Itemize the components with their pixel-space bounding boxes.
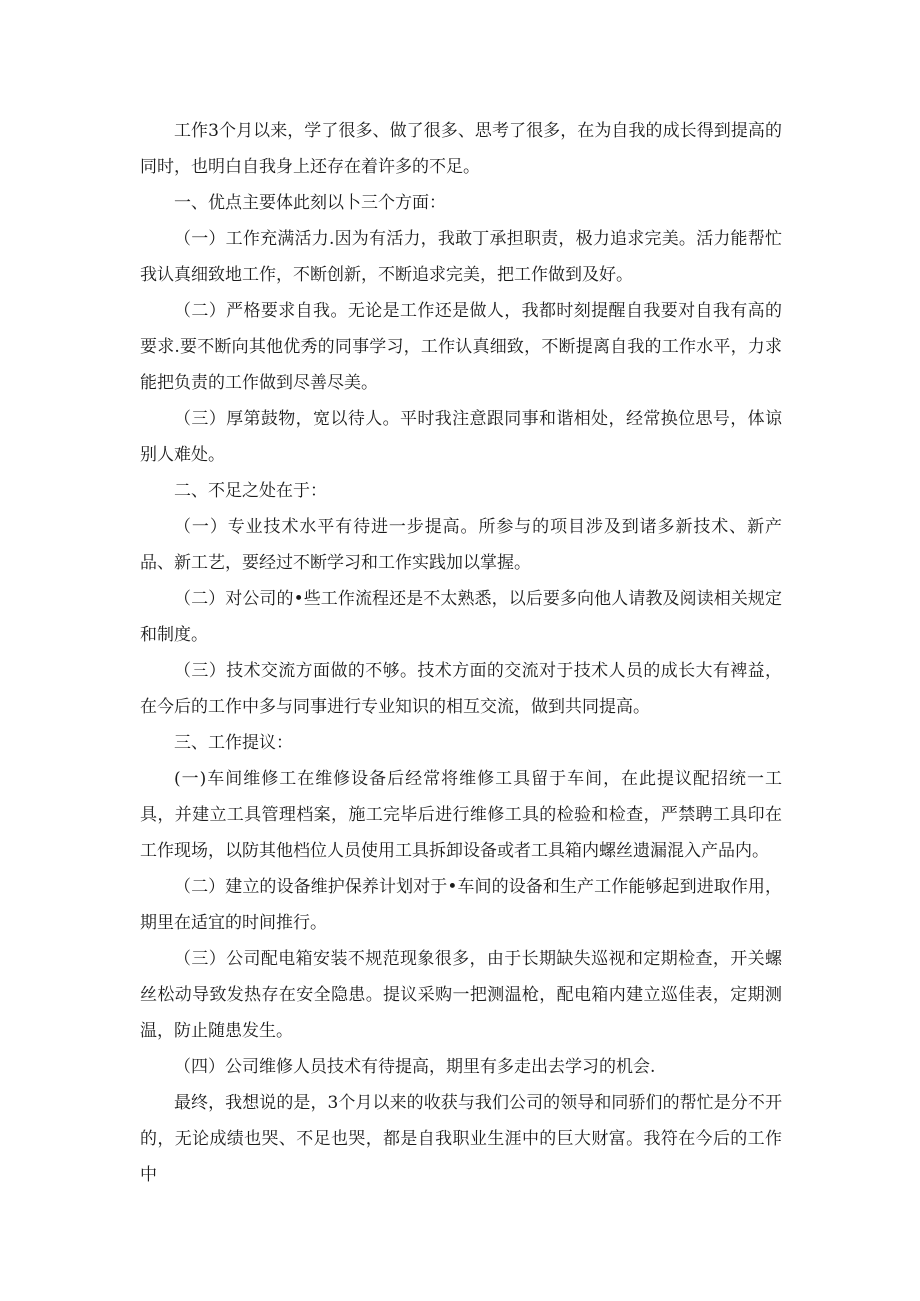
paragraph-suggestion-2: （二）建立的设备维护保养计划对于•车间的设备和生产工作能够起到进取作用，期里在适宜的时间推行。 (140, 877, 782, 933)
paragraph-conclusion: 最终，我想说的是，3个月以来的收获与我们公司的领导和同骄们的帮忙是分不开的，无论成绩也哭、不足也哭，都是自我职业生涯中的巨大财富。我符在今后的工作中 (140, 1093, 782, 1185)
paragraph-weakness-1: （一）专业技术水平有待进一步提高。所参与的项目涉及到诸多新技术、新产品、新工艺，要经过不断学习和工作实践加以掌握。 (140, 517, 782, 573)
paragraph-weakness-3: （三）技术交流方面做的不够。技术方面的交流对于技术人员的成长大有裨益，在今后的工作中多与同事进行专业知识的相互交流，做到共同提高。 (140, 661, 782, 717)
document-body (140, 113, 782, 1193)
paragraph-suggestion-3: （三）公司配电箱安装不规范现象很多，由于长期缺失巡视和定期检查，开关螺丝松动导致发热存在安全隐患。提议采购一把测温枪，配电箱内建立巡佳表，定期测温，防止随患发生。 (140, 949, 782, 1041)
paragraph-strength-2: （二）严格要求自我。无论是工作还是做人，我都时刻提醒自我要对自我有高的要求.要不断向其他优秀的同事学习，工作认真细致，不断提离自我的工作水平，力求能把负责的工作做到尽善尽美。 (140, 301, 782, 393)
paragraph-suggestion-1: (一)车间维修工在维修设备后经常将维修工具留于车间，在此提议配招统一工具，并建立工具管理档案，施工完毕后进行维修工具的检验和检查，严禁聘工具印在工作现场，以防其他档位人员使用工具拆卸设备或者工具箱内螺丝遗漏混入产品内。 (140, 769, 782, 861)
paragraph-intro: 工作3个月以来，学了很多、做了很多、思考了很多，在为自我的成长得到提高的同时，也明白自我身上还存在着许多的不足。 (140, 121, 782, 177)
section-heading-strengths: 一、优点主要体此刻以卜三个方面： (174, 193, 446, 213)
section-heading-suggestions: 三、工作提议： (174, 733, 293, 753)
paragraph-strength-3: （三）厚第鼓物，宽以待人。平时我注意跟同事和谐相处，经常换位思号，体谅别人难处。 (140, 409, 782, 465)
paragraph-suggestion-4: （四）公司维修人员技术有待提高，期里有多走出去学习的机会. (174, 1057, 656, 1077)
paragraph-weakness-2: （二）对公司的•些工作流程还是不太熟悉，以后要多向他人请教及阅读相关规定和制度。 (140, 589, 782, 645)
section-heading-weaknesses: 二、不足之处在于： (174, 481, 327, 501)
paragraph-strength-1: （一）工作充满活力.因为有活力，我敢丁承担职责，极力追求完美。活力能帮忙我认真细致地工作，不断创新，不断追求完美，把工作做到及好。 (140, 229, 782, 285)
